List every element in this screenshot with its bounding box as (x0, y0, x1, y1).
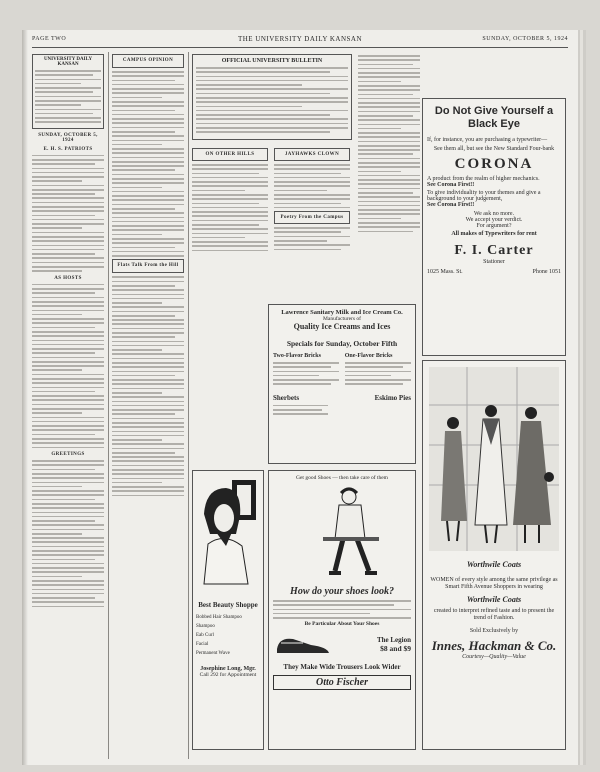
flats-talk-box (112, 259, 184, 273)
date-line: SUNDAY, OCTOBER 5, 1924 (38, 132, 98, 143)
lawrence-milk-ad (268, 304, 416, 464)
column-misc (358, 52, 420, 292)
service-item: Permanent Wave (196, 651, 230, 656)
coats-body: WOMEN of every style among the same privilege as Smart Fifth Avenue Shoppers in wearing (430, 577, 558, 590)
coats-store: Innes, Hackman & Co. (431, 638, 557, 653)
column-opinion (112, 52, 184, 759)
nameplate: UNIVERSITY DAILY KANSAN (43, 57, 93, 67)
service-item: Eab Curl (196, 633, 214, 638)
headline-greetings: GREETINGS (51, 452, 85, 458)
dealer-name: F. I. Carter (454, 243, 534, 258)
coats-motto: Courtesy—Quality—Value (462, 654, 526, 660)
corona-body-1: If, for instance, you are purchasing a typewriter— (427, 137, 548, 143)
column-editorial (32, 52, 104, 759)
page-number: PAGE TWO (32, 36, 67, 42)
shoes-store: The Legion (376, 635, 411, 644)
other-hills-heading: ON OTHER HILLS (205, 152, 255, 157)
sherbets-heading: Sherbets (273, 393, 300, 402)
woman-portrait-illustration (196, 474, 260, 594)
shoes-headline: How do your shoes look? (290, 586, 394, 597)
shoes-tagline: Get good Shoes — then take care of them (296, 475, 388, 481)
corona-body-3: A product from the realm of higher mechanics. (427, 176, 540, 182)
otto-fischer-shoes-ad (268, 470, 416, 750)
campus-opinion-box (112, 54, 184, 68)
service-item: Facial (196, 642, 209, 647)
corona-cta-2: See Corona First!! (427, 202, 475, 208)
coats-brand-logo-2: Worthwile Coats (466, 595, 522, 604)
jayhawks-heading: JAYHAWKS CLOWN (284, 152, 340, 157)
two-flavor-heading: Two-Flavor Bricks (273, 353, 321, 359)
milk-company: Lawrence Sanitary Milk and Ice Cream Co. (281, 309, 403, 316)
other-hills-section (192, 146, 268, 254)
dealer-role: Stationer (483, 259, 505, 265)
issue-date: SUNDAY, OCTOBER 5, 1924 (482, 36, 568, 42)
beauty-title: Best Beauty Shoppe (198, 601, 258, 609)
corona-closing-1: We ask no more. (473, 211, 515, 217)
beauty-shoppe-ad (192, 470, 264, 750)
flats-talk-heading: Flats Talk From the Hill (117, 263, 179, 269)
eskimo-pies-heading: Eskimo Pies (374, 393, 411, 402)
one-flavor-heading: One-Flavor Bricks (344, 353, 393, 359)
beauty-owner: Josephine Long, Mgr. (200, 666, 256, 672)
shoes-sub: Be Particular About Your Shoes (304, 621, 380, 628)
headline-hosts: AS HOSTS (54, 275, 82, 281)
newspaper-page (22, 30, 578, 765)
campus-opinion-heading: CAMPUS OPINION (122, 58, 174, 63)
corona-ad (422, 98, 566, 356)
corona-closing-2: We accept your verdict. (465, 217, 523, 223)
bulletin-title: OFFICIAL UNIVERSITY BULLETIN (221, 58, 323, 64)
service-item: Shampoo (196, 624, 215, 629)
shoe-illustration (273, 631, 333, 657)
shoes-brand-logo: Otto Fischer (273, 675, 411, 690)
corona-headline: Do Not Give Yourself a Black Eye (434, 105, 554, 130)
dealer-phone: Phone 1051 (532, 269, 561, 275)
service-item: Bobbed Hair Shampoo (196, 615, 242, 620)
man-seated-illustration (273, 481, 411, 581)
poetry-heading: Poetry From the Campus (280, 215, 344, 221)
dealer-address: 1025 Mass. St. (427, 269, 463, 275)
dealer-contact (427, 269, 561, 275)
shoes-prices: $8 and $9 (380, 643, 411, 653)
corona-brand: CORONA (454, 156, 534, 172)
corona-closing-3: For argument? (476, 223, 512, 229)
headline-patriots: E. H. S. PATRIOTS (43, 146, 93, 152)
nameplate-box (32, 54, 104, 129)
coats-brand-logo: Worthwile Coats (466, 560, 522, 569)
corona-cta-1: See Corona First!! (427, 182, 475, 188)
shoes-footer: They Make Wide Trousers Look Wider (283, 663, 401, 672)
beauty-price-list (196, 613, 260, 658)
coats-body-2: created to interpret refined taste and to present the trend of Fashion. (433, 608, 555, 621)
milk-sub: Manufacturers of (322, 316, 362, 322)
page-masthead (32, 33, 568, 48)
fashion-women-illustration (427, 365, 561, 553)
milk-product: Quality Ice Creams and Ices (293, 322, 391, 331)
milk-special: Specials for Sunday, October Fifth (286, 339, 398, 348)
beauty-phone: Call 292 for Appointment (199, 672, 257, 678)
corona-body-2: See them all, but see the New Standard Four-bank (433, 146, 555, 152)
coats-sold: Sold Exclusively by (469, 628, 519, 634)
bulletin-box (192, 54, 352, 140)
worthwile-coats-ad (422, 360, 566, 750)
newspaper-title: THE UNIVERSITY DAILY KANSAN (237, 35, 363, 43)
corona-closing-4: All makes of Typewriters for rent (451, 231, 537, 237)
jayhawks-section (274, 146, 350, 253)
corona-body-4: To give individuality to your themes and give a background to your judgement, (427, 190, 541, 202)
column-bulletin (192, 52, 352, 292)
